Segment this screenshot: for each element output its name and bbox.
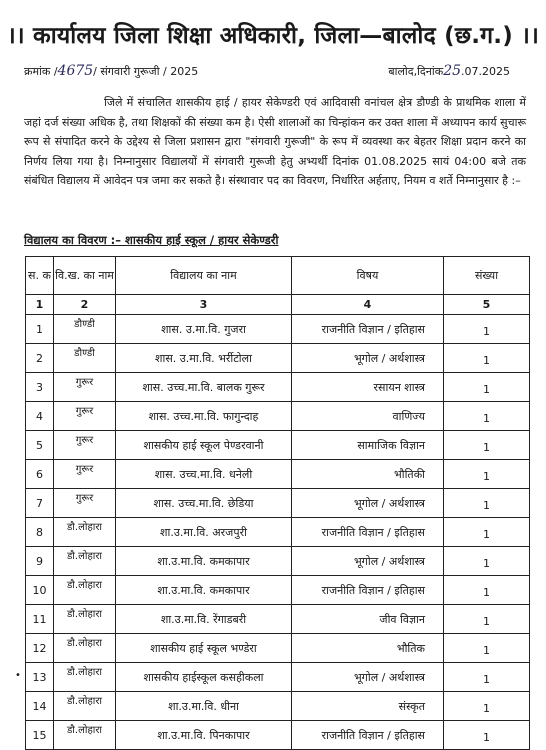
count-cell: 1 [444,460,530,489]
serial-cell: 14 [26,692,54,721]
count-cell: 1 [444,431,530,460]
scan-mark: • [15,670,21,681]
school-name-cell: शा.उ.मा.वि. कमकापार [116,576,292,605]
school-name-cell: शासकीय हाई स्कूल पेण्डरवानी [116,431,292,460]
notice-paragraph: जिले में संचालित शासकीय हाई / हायर सेकेण्डरी एवं आदिवासी वनांचल क्षेत्र डौण्डी के प्राथमिक शाला में जहां दर्ज संख्या अधिक है, तथा शिक्षकों की संख्या कम है। ऐसी शालाओं का चिन्हांकन कर उक्त शाला में अध्यापन कार्य सुचारू रूप से संपादित करने के उद्देश्य से जिला प्रशासन द्वारा "संगवारी गुरूजी" के रूप में व्यवस्था कर बेहतर शिक्षा प्रदान करने का निर्णय लिया गया है। निम्नानुसार विद्यालयों में संगवारी गुरूजी हेतु अभ्यर्थी दिनांक 01.08.2025 सायं 04:00 बजे तक संबंधित विद्यालय में आवेदन पत्र जमा कर सकते है। संस्थावार पद का विवरण, निर्धारित अर्हताए, नियम व शर्ते निम्नानुसार है :– [24,96,526,187]
count-cell: 1 [444,721,530,750]
serial-cell: 11 [26,605,54,634]
count-cell: 1 [444,489,530,518]
serial-cell: 4 [26,402,54,431]
school-name-cell: शा.उ.मा.वि. पिनकापार [116,721,292,750]
count-cell: 1 [444,547,530,576]
serial-cell: 1 [26,315,54,344]
header-subject: विषय [292,257,444,295]
table-row [26,344,530,373]
subject-cell: भूगोल / अर्थशास्त्र [292,663,444,692]
office-title: ।। कार्यालय जिला शिक्षा अधिकारी, जिला—बालोद (छ.ग.) ।। [7,23,539,49]
serial-cell: 2 [26,344,54,373]
table-row [26,663,530,692]
subject-cell: भूगोल / अर्थशास्त्र [292,547,444,576]
table-row [26,692,530,721]
header-block-name: वि.ख. का नाम [54,257,116,295]
index-cell: 5 [444,295,530,315]
subject-cell: संस्कृत [292,692,444,721]
table-row [26,489,530,518]
school-name-cell: शास. उच्च.मा.वि. धनेली [116,460,292,489]
table-row [26,547,530,576]
reference-number [24,63,198,79]
subject-cell: भौतिकी [292,460,444,489]
header-school-name: विद्यालय का नाम [116,257,292,295]
table-row [26,576,530,605]
block-name-cell: गुरूर [54,489,116,518]
block-name-cell: गुरूर [54,373,116,402]
count-cell: 1 [444,518,530,547]
table-row [26,518,530,547]
school-name-cell: शास. उ.मा.वि. गुजरा [116,315,292,344]
block-name-cell: गुरूर [54,402,116,431]
block-name-cell: डौण्डी [54,344,116,373]
header-count: संख्या [444,257,530,295]
table-row [26,402,530,431]
block-name-cell: गुरूर [54,431,116,460]
subject-cell: वाणिज्य [292,402,444,431]
index-cell: 2 [54,295,116,315]
school-name-cell: शास. उच्च.मा.वि. बालक गुरूर [116,373,292,402]
date-prefix: बालोद,दिनांक [388,65,444,78]
table-header-row [26,257,530,295]
serial-cell: 8 [26,518,54,547]
school-name-cell: शासकीय हाईस्कूल कसहीकला [116,663,292,692]
serial-cell: 6 [26,460,54,489]
count-cell: 1 [444,402,530,431]
column-index-row [26,295,530,315]
block-name-cell: डौ.लोहारा [54,721,116,750]
subject-cell: भौतिक [292,634,444,663]
block-name-cell: गुरूर [54,460,116,489]
serial-cell: 10 [26,576,54,605]
count-cell: 1 [444,315,530,344]
school-name-cell: शासकीय हाई स्कूल भण्डेरा [116,634,292,663]
index-cell: 4 [292,295,444,315]
block-name-cell: डौण्डी [54,315,116,344]
subject-cell: राजनीति विज्ञान / इतिहास [292,315,444,344]
school-name-cell: शास. उच्च.मा.वि. छेडिया [116,489,292,518]
section-heading: विद्यालय का विवरण :– शासकीय हाई स्कूल / हायर सेकेण्डरी [24,233,279,247]
count-cell: 1 [444,344,530,373]
table-row [26,605,530,634]
serial-cell: 5 [26,431,54,460]
school-name-cell: शा.उ.मा.वि. अरजपुरी [116,518,292,547]
block-name-cell: डौ.लोहारा [54,547,116,576]
count-cell: 1 [444,663,530,692]
table-row [26,634,530,663]
header-serial: स. क [26,257,54,295]
subject-cell: राजनीति विज्ञान / इतिहास [292,721,444,750]
count-cell: 1 [444,605,530,634]
subject-cell: राजनीति विज्ञान / इतिहास [292,576,444,605]
block-name-cell: डौ.लोहारा [54,518,116,547]
serial-cell: 9 [26,547,54,576]
table-row [26,373,530,402]
subject-cell: भूगोल / अर्थशास्त्र [292,489,444,518]
school-name-cell: शा.उ.मा.वि. धीना [116,692,292,721]
serial-cell: 12 [26,634,54,663]
index-cell: 1 [26,295,54,315]
date-handwritten-day: 25 [443,63,462,79]
block-name-cell: डौ.लोहारा [54,634,116,663]
block-name-cell: डौ.लोहारा [54,663,116,692]
school-name-cell: शा.उ.मा.वि. कमकापार [116,547,292,576]
school-vacancy-table [25,256,530,750]
table-row [26,721,530,750]
count-cell: 1 [444,692,530,721]
subject-cell: राजनीति विज्ञान / इतिहास [292,518,444,547]
count-cell: 1 [444,373,530,402]
block-name-cell: डौ.लोहारा [54,576,116,605]
table-row [26,460,530,489]
serial-cell: 13 [26,663,54,692]
serial-cell: 15 [26,721,54,750]
reference-prefix: क्रमांक / [24,65,58,78]
serial-cell: 7 [26,489,54,518]
block-name-cell: डौ.लोहारा [54,692,116,721]
count-cell: 1 [444,576,530,605]
school-name-cell: शा.उ.मा.वि. रेंगाडबरी [116,605,292,634]
serial-cell: 3 [26,373,54,402]
table-row [26,315,530,344]
block-name-cell: डौ.लोहारा [54,605,116,634]
reference-handwritten-number: 4675 [57,63,94,79]
subject-cell: भूगोल / अर्थशास्त्र [292,344,444,373]
index-cell: 3 [116,295,292,315]
subject-cell: रसायन शास्त्र [292,373,444,402]
school-name-cell: शास. उच्च.मा.वि. फागुन्दाह [116,402,292,431]
school-name-cell: शास. उ.मा.वि. भर्रीटोला [116,344,292,373]
count-cell: 1 [444,634,530,663]
date-rest: .07.2025 [461,65,510,78]
subject-cell: सामाजिक विज्ञान [292,431,444,460]
subject-cell: जीव विज्ञान [292,605,444,634]
table-row [26,431,530,460]
reference-suffix: / संगवारी गुरूजी / 2025 [93,65,199,78]
issue-date [388,63,510,79]
